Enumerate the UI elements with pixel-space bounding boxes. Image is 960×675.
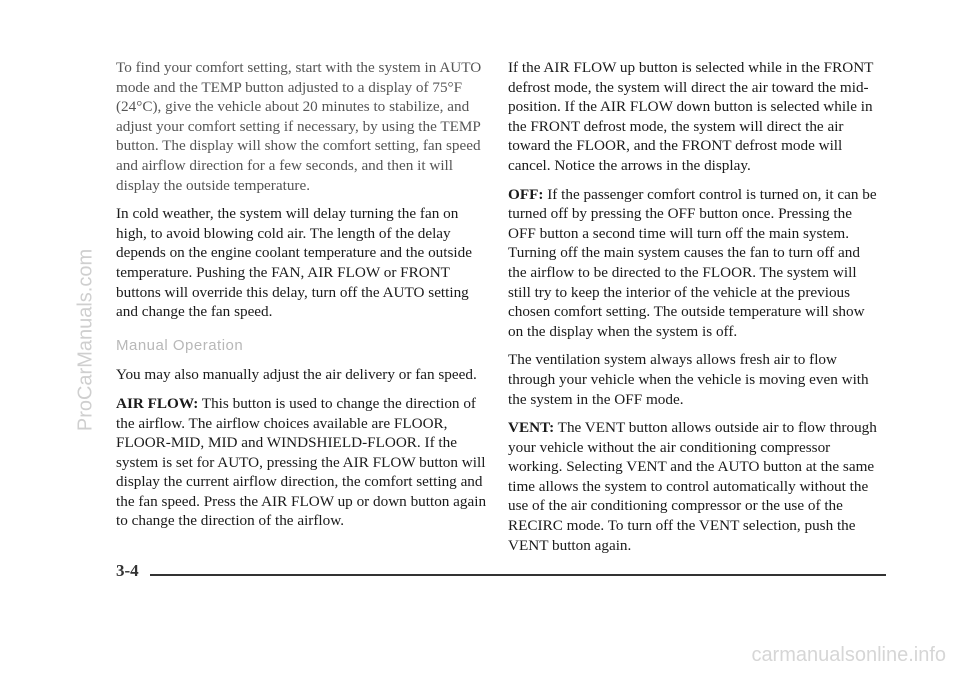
off-label: OFF: <box>508 185 544 203</box>
side-watermark: ProCarManuals.com <box>74 248 97 432</box>
airflow-front-paragraph: If the AIR FLOW up button is selected while in the FRONT defrost mode, the system will direct the air toward the mid-position. If the AIR FLOW down button is selected while in the FRONT defrost mode, the system will direct the air toward the FLOOR, and the FRONT defrost mode will cancel. Notice the arrows in the display. <box>508 59 874 174</box>
airflow-paragraph <box>116 394 488 531</box>
vent-label: VENT: <box>508 419 555 437</box>
airflow-label: AIR FLOW: <box>116 394 199 412</box>
off-text: If the passenger comfort control is turned on, it can be turned off by pressing the OFF button once. Pressing the OFF button a second time will turn off the main system. Turning off the main system causes the fan to turn off and the airflow to be directed to the FLOOR. The system will still try to keep the interior of the vehicle at the previous chosen comfort setting. The outside temperature will show on the display when the system is off. <box>508 185 877 340</box>
page-number: 3-4 <box>116 561 139 580</box>
off-paragraph <box>508 185 880 342</box>
ventilation-paragraph: The ventilation system always allows fresh air to flow through your vehicle when the vehicle is moving even with the system in the OFF mode. <box>508 351 869 408</box>
right-column <box>508 58 880 564</box>
manual-operation-heading: Manual Operation <box>116 336 244 354</box>
intro-paragraph: To find your comfort setting, start with the system in AUTO mode and the TEMP button adjusted to a display of 75°F (24°C), give the vehicle about 20 minutes to stabilize, and adjust your comfort setting if necessary, by using the TEMP button. The display will show the comfort setting, fan speed and airflow direction for a few seconds, and then it will display the outside temperature. <box>116 59 482 194</box>
manual-intro-paragraph: You may also manually adjust the air delivery or fan speed. <box>116 366 477 384</box>
footer-rule <box>150 574 886 576</box>
vent-text: The VENT button allows outside air to flow through your vehicle without the air conditioning compressor working. Selecting VENT and the AUTO button at the same time allows the system to control automatically without the use of the air conditioning compressor or the use of the RECIRC mode. To turn off the VENT selection, push the VENT button again. <box>508 419 877 554</box>
bottom-watermark: carmanualsonline.info <box>751 644 946 666</box>
left-column <box>116 58 488 540</box>
airflow-text: This button is used to change the direction of the airflow. The airflow choices available are FLOOR, FLOOR-MID, MID and WINDSHIELD-FLOOR. If the system is set for AUTO, pressing the AIR FLOW button will display the current airflow direction, the comfort setting and the fan speed. Press the AIR FLOW up or down button again to change the direction of the airflow. <box>116 394 487 530</box>
vent-paragraph <box>508 418 880 555</box>
cold-weather-paragraph: In cold weather, the system will delay turning the fan on high, to avoid blowing cold air. The length of the delay depends on the engine coolant temperature and the outside temperature. Pushing the FAN, AIR FLOW or FRONT buttons will override this delay, turn off the AUTO setting and change the fan speed. <box>116 205 472 321</box>
